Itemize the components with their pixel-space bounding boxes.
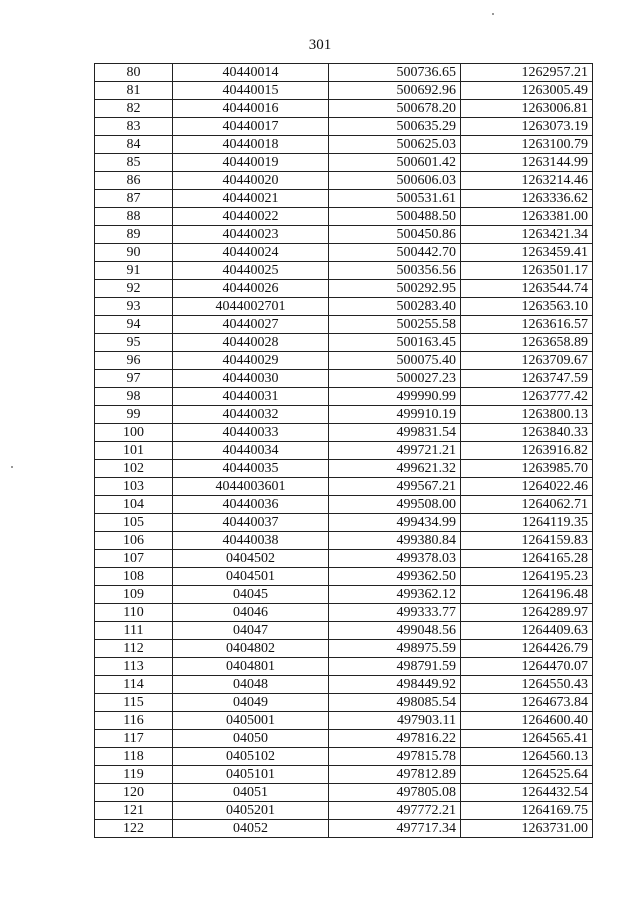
- y-coordinate-cell: 1263336.62: [461, 190, 593, 208]
- row-number-cell: 107: [95, 550, 173, 568]
- row-number-cell: 84: [95, 136, 173, 154]
- table-row: [95, 262, 593, 280]
- y-coordinate-cell: 1264525.64: [461, 766, 593, 784]
- table-row: [95, 532, 593, 550]
- y-coordinate-cell: 1264159.83: [461, 532, 593, 550]
- y-coordinate-cell: 1263006.81: [461, 100, 593, 118]
- x-coordinate-cell: 500635.29: [329, 118, 461, 136]
- y-coordinate-cell: 1263144.99: [461, 154, 593, 172]
- x-coordinate-cell: 499831.54: [329, 424, 461, 442]
- row-number-cell: 99: [95, 406, 173, 424]
- y-coordinate-cell: 1264409.63: [461, 622, 593, 640]
- y-coordinate-cell: 1263800.13: [461, 406, 593, 424]
- row-number-cell: 122: [95, 820, 173, 838]
- x-coordinate-cell: 500442.70: [329, 244, 461, 262]
- point-code-cell: 04052: [173, 820, 329, 838]
- x-coordinate-cell: 499048.56: [329, 622, 461, 640]
- row-number-cell: 116: [95, 712, 173, 730]
- table-row: [95, 514, 593, 532]
- y-coordinate-cell: 1263985.70: [461, 460, 593, 478]
- row-number-cell: 121: [95, 802, 173, 820]
- table-row: [95, 100, 593, 118]
- row-number-cell: 82: [95, 100, 173, 118]
- row-number-cell: 110: [95, 604, 173, 622]
- table-row: [95, 172, 593, 190]
- row-number-cell: 115: [95, 694, 173, 712]
- row-number-cell: 95: [95, 334, 173, 352]
- table-row: [95, 370, 593, 388]
- row-number-cell: 87: [95, 190, 173, 208]
- y-coordinate-cell: 1263073.19: [461, 118, 593, 136]
- x-coordinate-cell: 500488.50: [329, 208, 461, 226]
- table-row: [95, 784, 593, 802]
- table-row: [95, 766, 593, 784]
- row-number-cell: 93: [95, 298, 173, 316]
- y-coordinate-cell: 1263916.82: [461, 442, 593, 460]
- table-body: [95, 64, 593, 838]
- x-coordinate-cell: 500736.65: [329, 64, 461, 82]
- point-code-cell: 40440015: [173, 82, 329, 100]
- y-coordinate-cell: 1263421.34: [461, 226, 593, 244]
- point-code-cell: 40440037: [173, 514, 329, 532]
- point-code-cell: 0405101: [173, 766, 329, 784]
- x-coordinate-cell: 498085.54: [329, 694, 461, 712]
- y-coordinate-cell: 1262957.21: [461, 64, 593, 82]
- scan-speck: [492, 13, 494, 15]
- y-coordinate-cell: 1264560.13: [461, 748, 593, 766]
- row-number-cell: 119: [95, 766, 173, 784]
- row-number-cell: 113: [95, 658, 173, 676]
- table-row: [95, 64, 593, 82]
- x-coordinate-cell: 497812.89: [329, 766, 461, 784]
- table-row: [95, 316, 593, 334]
- point-code-cell: 4044002701: [173, 298, 329, 316]
- row-number-cell: 91: [95, 262, 173, 280]
- y-coordinate-cell: 1263747.59: [461, 370, 593, 388]
- point-code-cell: 04051: [173, 784, 329, 802]
- y-coordinate-cell: 1263658.89: [461, 334, 593, 352]
- table-row: [95, 550, 593, 568]
- y-coordinate-cell: 1264426.79: [461, 640, 593, 658]
- table-row: [95, 568, 593, 586]
- point-code-cell: 40440026: [173, 280, 329, 298]
- point-code-cell: 04048: [173, 676, 329, 694]
- table-row: [95, 424, 593, 442]
- row-number-cell: 89: [95, 226, 173, 244]
- point-code-cell: 0404501: [173, 568, 329, 586]
- y-coordinate-cell: 1263381.00: [461, 208, 593, 226]
- table-row: [95, 586, 593, 604]
- point-code-cell: 0404502: [173, 550, 329, 568]
- y-coordinate-cell: 1263005.49: [461, 82, 593, 100]
- row-number-cell: 81: [95, 82, 173, 100]
- x-coordinate-cell: 500255.58: [329, 316, 461, 334]
- row-number-cell: 104: [95, 496, 173, 514]
- table-row: [95, 298, 593, 316]
- row-number-cell: 120: [95, 784, 173, 802]
- point-code-cell: 40440022: [173, 208, 329, 226]
- row-number-cell: 92: [95, 280, 173, 298]
- x-coordinate-cell: 499567.21: [329, 478, 461, 496]
- y-coordinate-cell: 1264169.75: [461, 802, 593, 820]
- page-number: 301: [308, 37, 332, 53]
- coordinates-table: [94, 63, 593, 838]
- table-row: [95, 820, 593, 838]
- y-coordinate-cell: 1263731.00: [461, 820, 593, 838]
- row-number-cell: 108: [95, 568, 173, 586]
- point-code-cell: 40440034: [173, 442, 329, 460]
- x-coordinate-cell: 498975.59: [329, 640, 461, 658]
- x-coordinate-cell: 499378.03: [329, 550, 461, 568]
- table-row: [95, 622, 593, 640]
- point-code-cell: 40440038: [173, 532, 329, 550]
- point-code-cell: 40440030: [173, 370, 329, 388]
- y-coordinate-cell: 1263100.79: [461, 136, 593, 154]
- y-coordinate-cell: 1264195.23: [461, 568, 593, 586]
- table-row: [95, 658, 593, 676]
- y-coordinate-cell: 1264062.71: [461, 496, 593, 514]
- table-row: [95, 154, 593, 172]
- table-row: [95, 82, 593, 100]
- point-code-cell: 0404802: [173, 640, 329, 658]
- table-row: [95, 712, 593, 730]
- row-number-cell: 90: [95, 244, 173, 262]
- point-code-cell: 40440029: [173, 352, 329, 370]
- row-number-cell: 80: [95, 64, 173, 82]
- x-coordinate-cell: 500601.42: [329, 154, 461, 172]
- row-number-cell: 98: [95, 388, 173, 406]
- point-code-cell: 4044003601: [173, 478, 329, 496]
- point-code-cell: 40440016: [173, 100, 329, 118]
- x-coordinate-cell: 498449.92: [329, 676, 461, 694]
- scan-speck: [11, 466, 13, 468]
- x-coordinate-cell: 500531.61: [329, 190, 461, 208]
- x-coordinate-cell: 500692.96: [329, 82, 461, 100]
- row-number-cell: 114: [95, 676, 173, 694]
- point-code-cell: 04050: [173, 730, 329, 748]
- point-code-cell: 40440036: [173, 496, 329, 514]
- row-number-cell: 100: [95, 424, 173, 442]
- point-code-cell: 40440027: [173, 316, 329, 334]
- table-row: [95, 226, 593, 244]
- x-coordinate-cell: 498791.59: [329, 658, 461, 676]
- table-row: [95, 640, 593, 658]
- point-code-cell: 40440017: [173, 118, 329, 136]
- x-coordinate-cell: 499362.12: [329, 586, 461, 604]
- table-row: [95, 388, 593, 406]
- y-coordinate-cell: 1264470.07: [461, 658, 593, 676]
- y-coordinate-cell: 1264196.48: [461, 586, 593, 604]
- table-row: [95, 730, 593, 748]
- y-coordinate-cell: 1263563.10: [461, 298, 593, 316]
- table-row: [95, 478, 593, 496]
- row-number-cell: 103: [95, 478, 173, 496]
- point-code-cell: 40440018: [173, 136, 329, 154]
- x-coordinate-cell: 499380.84: [329, 532, 461, 550]
- point-code-cell: 0404801: [173, 658, 329, 676]
- point-code-cell: 40440025: [173, 262, 329, 280]
- y-coordinate-cell: 1264165.28: [461, 550, 593, 568]
- table-row: [95, 334, 593, 352]
- point-code-cell: 40440021: [173, 190, 329, 208]
- row-number-cell: 102: [95, 460, 173, 478]
- table-row: [95, 604, 593, 622]
- row-number-cell: 112: [95, 640, 173, 658]
- x-coordinate-cell: 499508.00: [329, 496, 461, 514]
- x-coordinate-cell: 500292.95: [329, 280, 461, 298]
- x-coordinate-cell: 499333.77: [329, 604, 461, 622]
- x-coordinate-cell: 500075.40: [329, 352, 461, 370]
- x-coordinate-cell: 500163.45: [329, 334, 461, 352]
- row-number-cell: 85: [95, 154, 173, 172]
- table-row: [95, 244, 593, 262]
- point-code-cell: 40440031: [173, 388, 329, 406]
- point-code-cell: 40440028: [173, 334, 329, 352]
- y-coordinate-cell: 1263544.74: [461, 280, 593, 298]
- row-number-cell: 101: [95, 442, 173, 460]
- y-coordinate-cell: 1263214.46: [461, 172, 593, 190]
- y-coordinate-cell: 1264600.40: [461, 712, 593, 730]
- y-coordinate-cell: 1263501.17: [461, 262, 593, 280]
- table-row: [95, 190, 593, 208]
- row-number-cell: 109: [95, 586, 173, 604]
- x-coordinate-cell: 500283.40: [329, 298, 461, 316]
- point-code-cell: 40440014: [173, 64, 329, 82]
- point-code-cell: 0405201: [173, 802, 329, 820]
- row-number-cell: 94: [95, 316, 173, 334]
- row-number-cell: 111: [95, 622, 173, 640]
- table-row: [95, 280, 593, 298]
- table-row: [95, 118, 593, 136]
- point-code-cell: 40440033: [173, 424, 329, 442]
- point-code-cell: 04047: [173, 622, 329, 640]
- table-row: [95, 352, 593, 370]
- row-number-cell: 86: [95, 172, 173, 190]
- table-row: [95, 460, 593, 478]
- row-number-cell: 96: [95, 352, 173, 370]
- x-coordinate-cell: 497903.11: [329, 712, 461, 730]
- x-coordinate-cell: 497816.22: [329, 730, 461, 748]
- point-code-cell: 40440019: [173, 154, 329, 172]
- y-coordinate-cell: 1264565.41: [461, 730, 593, 748]
- row-number-cell: 88: [95, 208, 173, 226]
- x-coordinate-cell: 497815.78: [329, 748, 461, 766]
- x-coordinate-cell: 499362.50: [329, 568, 461, 586]
- row-number-cell: 118: [95, 748, 173, 766]
- x-coordinate-cell: 499621.32: [329, 460, 461, 478]
- row-number-cell: 106: [95, 532, 173, 550]
- table-row: [95, 802, 593, 820]
- point-code-cell: 40440023: [173, 226, 329, 244]
- x-coordinate-cell: 497772.21: [329, 802, 461, 820]
- point-code-cell: 40440032: [173, 406, 329, 424]
- point-code-cell: 04046: [173, 604, 329, 622]
- row-number-cell: 97: [95, 370, 173, 388]
- x-coordinate-cell: 500356.56: [329, 262, 461, 280]
- y-coordinate-cell: 1264022.46: [461, 478, 593, 496]
- x-coordinate-cell: 499434.99: [329, 514, 461, 532]
- y-coordinate-cell: 1264119.35: [461, 514, 593, 532]
- y-coordinate-cell: 1263777.42: [461, 388, 593, 406]
- point-code-cell: 40440035: [173, 460, 329, 478]
- y-coordinate-cell: 1264289.97: [461, 604, 593, 622]
- y-coordinate-cell: 1263459.41: [461, 244, 593, 262]
- table-row: [95, 406, 593, 424]
- table-row: [95, 748, 593, 766]
- x-coordinate-cell: 500678.20: [329, 100, 461, 118]
- point-code-cell: 40440024: [173, 244, 329, 262]
- y-coordinate-cell: 1263709.67: [461, 352, 593, 370]
- row-number-cell: 105: [95, 514, 173, 532]
- point-code-cell: 0405102: [173, 748, 329, 766]
- x-coordinate-cell: 497717.34: [329, 820, 461, 838]
- table-row: [95, 442, 593, 460]
- y-coordinate-cell: 1264673.84: [461, 694, 593, 712]
- table-row: [95, 694, 593, 712]
- x-coordinate-cell: 500606.03: [329, 172, 461, 190]
- point-code-cell: 40440020: [173, 172, 329, 190]
- x-coordinate-cell: 500450.86: [329, 226, 461, 244]
- point-code-cell: 04049: [173, 694, 329, 712]
- row-number-cell: 117: [95, 730, 173, 748]
- point-code-cell: 0405001: [173, 712, 329, 730]
- row-number-cell: 83: [95, 118, 173, 136]
- table-row: [95, 136, 593, 154]
- y-coordinate-cell: 1264432.54: [461, 784, 593, 802]
- y-coordinate-cell: 1263840.33: [461, 424, 593, 442]
- x-coordinate-cell: 499910.19: [329, 406, 461, 424]
- table-row: [95, 676, 593, 694]
- x-coordinate-cell: 500625.03: [329, 136, 461, 154]
- y-coordinate-cell: 1263616.57: [461, 316, 593, 334]
- y-coordinate-cell: 1264550.43: [461, 676, 593, 694]
- x-coordinate-cell: 499721.21: [329, 442, 461, 460]
- table-row: [95, 208, 593, 226]
- x-coordinate-cell: 499990.99: [329, 388, 461, 406]
- x-coordinate-cell: 500027.23: [329, 370, 461, 388]
- table-row: [95, 496, 593, 514]
- point-code-cell: 04045: [173, 586, 329, 604]
- x-coordinate-cell: 497805.08: [329, 784, 461, 802]
